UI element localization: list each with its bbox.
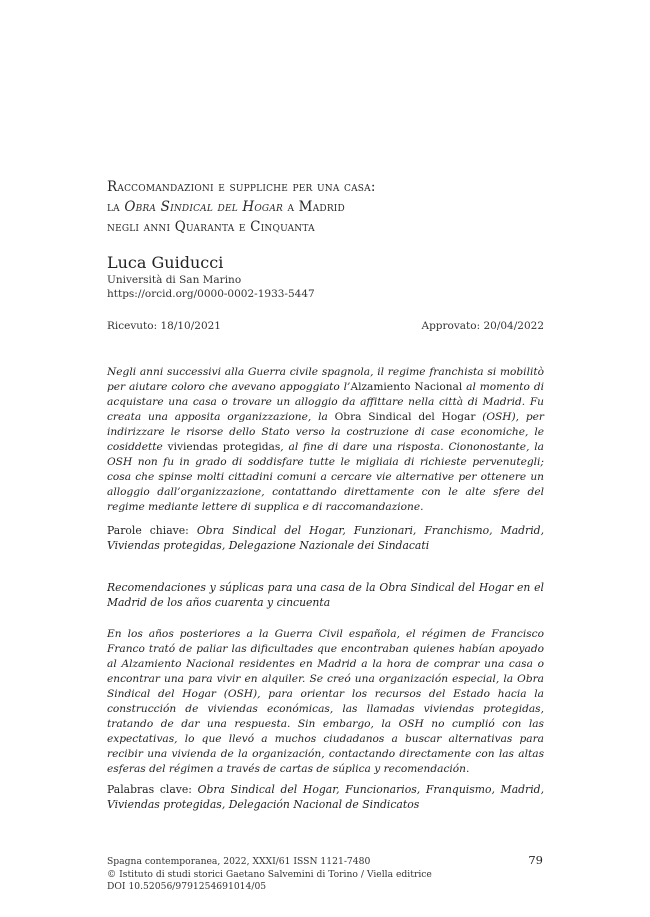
keywords-spanish [107,782,544,812]
footer-journal: Spagna contemporanea, 2022, XXXI/61 ISSN 1121-7480 [107,856,371,867]
keywords-it-label: Parole chiave: [107,524,197,537]
abstract-it-text-1: Negli anni successivi alla Guerra civile spagnola, il regime franchista si mobilitò per aiutare coloro che avevano appoggiato l’ [107,366,544,393]
approved-date: Approvato: 20/04/2022 [421,320,544,332]
abstract-it-text-3: (OSH), per indirizzare le risorse dello Stato verso la costruzione di case economiche, le cosiddette [107,411,544,453]
page-footer [107,856,544,894]
abstract-it-upright-3: viviendas protegidas [167,441,281,453]
title-line-3: negli anni Quaranta e Cinquanta [107,219,315,235]
submission-dates [107,319,544,333]
keywords-es-value: Obra Sindical del Hogar, Funcionarios, Franquismo, Madrid, Viviendas protegidas, Delegación Nacional de Sindicatos [107,783,545,811]
abstract-spanish: En los años posteriores a la Guerra Civil española, el régimen de Francisco Franco trató de paliar las dificultades que encontraban quienes habían apoyado al Alzamiento Nacional residentes en Madrid a la hora de comprar una casa o encontrar una para vivir en alquiler. Se creó una organización especial, la Obra Sindical del Hogar (OSH), para orientar los recursos del Estado hacia la construcción de viviendas económicas, las llamadas viviendas protegidas, tratando de dar una respuesta. Sin embargo, la OSH no cumplió con las expectativas, lo que llevó a muchos ciudadanos a buscar alternativas para recibir una vivienda de la organización, contactando directamente con las altas esferas del régimen a través de cartas de súplica y recomendación. [107,628,544,775]
author-orcid[interactable]: https://orcid.org/0000-0002-1933-5447 [107,288,315,300]
footer-doi: DOI 10.52056/9791254691014/05 [107,881,267,892]
author-name: Luca Guiducci [107,253,224,272]
abstract-it-text-4: , al fine di dare una risposta. Ciononostante, la OSH non fu in grado di soddisfare tutte le migliaia di richieste pervenutegli; cosa che spinse molti cittadini comuni a cercare vie alternative per ottenere un alloggio dall’organizzazione, contattando direttamente con le alte sfere del regime mediante lettere di supplica e di raccomandazione. [107,441,544,513]
author-affiliation: Università di San Marino [107,274,242,286]
title-line-2-pre: la [107,199,125,215]
received-date: Ricevuto: 18/10/2021 [107,320,221,332]
article-title [107,177,544,237]
title-line-2-post: a Madrid [283,199,345,215]
title-line-2-italic: Obra Sindical del Hogar [124,199,283,215]
page-number: 79 [528,853,543,867]
keywords-it-value: Obra Sindical del Hogar, Funzionari, Franchismo, Madrid, Viviendas protegidas, Delegazione Nazionale dei Sindacati [107,524,545,552]
title-line-2 [107,197,544,217]
abstract-italian [107,365,544,515]
author-details [107,273,544,301]
keywords-es-label: Palabras clave: [107,783,198,796]
footer-copyright: © Istituto di studi storici Gaetano Salvemini di Torino / Viella editrice [107,868,432,880]
abstract-it-text-2: al momento di acquistare una casa o trovare un alloggio da affittare nella città di Madrid. Fu creata una apposita organizzazione, la [107,381,544,423]
spanish-title: Recomendaciones y súplicas para una casa de la Obra Sindical del Hogar en el Madrid de los años cuarenta y cincuenta [107,581,544,609]
abstract-it-upright-1: Alzamiento Nacional [350,381,463,393]
keywords-italian [107,523,544,553]
title-line-1: Raccomandazioni e suppliche per una casa: [107,179,376,195]
abstract-it-upright-2: Obra Sindical del Hogar [334,411,476,423]
